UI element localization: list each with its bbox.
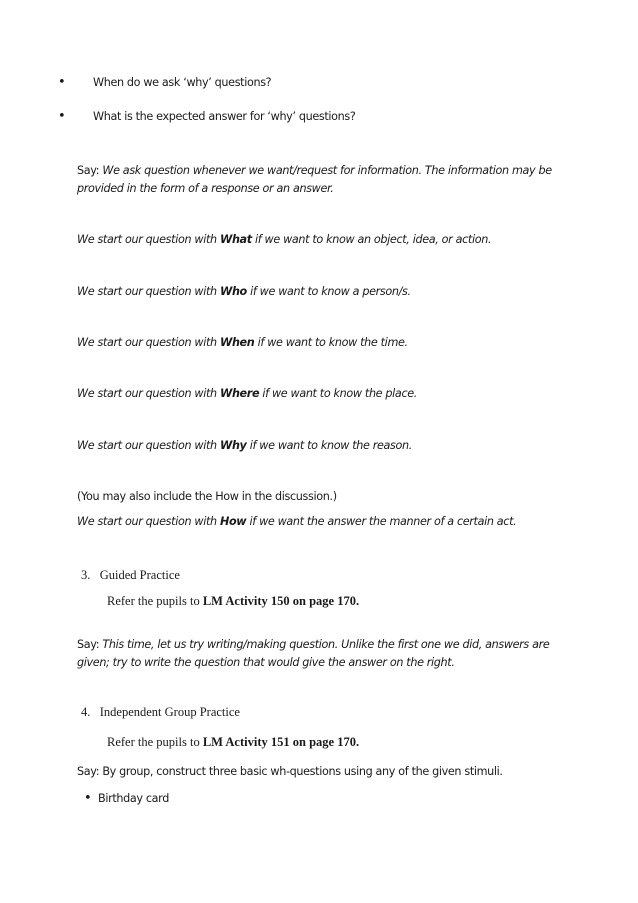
wh-line-where: [77, 385, 417, 403]
intro-bullet-1: When do we ask ‘why’ questions?: [93, 76, 272, 89]
wh-pre: We start our question with: [77, 285, 217, 298]
section3-heading: [81, 566, 180, 584]
say1-text1: We ask question whenever we want/request for information. The information may be: [102, 164, 552, 177]
wh-word: Where: [219, 387, 260, 400]
wh-line-who: [77, 283, 411, 301]
how-note: (You may also include the How in the discussion.): [77, 490, 337, 503]
stimulus-item: Birthday card: [98, 792, 169, 805]
section4-heading: [81, 703, 240, 721]
say-prefix: Say:: [77, 638, 100, 651]
say3-line: Say: By group, construct three basic wh-questions using any of the given stimuli.: [77, 765, 503, 778]
section-number: 3.: [81, 568, 91, 582]
section-number: 4.: [81, 705, 91, 719]
wh-post: if we want to know a person/s.: [250, 285, 411, 298]
wh-post: if we want to know the reason.: [249, 439, 412, 452]
say2-text1: This time, let us try writing/making question. Unlike the first one we did, answers are: [102, 638, 550, 651]
section4-refer: [107, 733, 359, 751]
say2-line2: given; try to write the question that would give the answer on the right.: [77, 656, 455, 669]
wh-word: When: [219, 336, 255, 349]
wh-word: What: [219, 233, 252, 246]
wh-post: if we want to know an object, idea, or action.: [254, 233, 492, 246]
wh-pre: We start our question with: [77, 387, 217, 400]
wh-line-what: [77, 231, 491, 249]
wh-pre: We start our question with: [77, 233, 217, 246]
section3-refer: [107, 592, 359, 610]
wh-word: How: [219, 515, 247, 528]
refer-text: Refer the pupils to: [107, 594, 200, 608]
wh-word: Why: [219, 439, 247, 452]
intro-bullet-2: What is the expected answer for ‘why’ questions?: [93, 110, 356, 123]
refer-activity: LM Activity 150 on page 170.: [202, 594, 360, 608]
wh-post: if we want to know the time.: [257, 336, 408, 349]
section-title: Independent Group Practice: [99, 705, 240, 719]
say1-line1: [77, 162, 552, 180]
refer-activity: LM Activity 151 on page 170.: [202, 735, 360, 749]
wh-pre: We start our question with: [77, 439, 217, 452]
bullet-icon: •: [58, 109, 66, 124]
wh-line-when: [77, 334, 408, 352]
section-title: Guided Practice: [99, 568, 180, 582]
refer-text: Refer the pupils to: [107, 735, 200, 749]
wh-line-how: [77, 513, 516, 531]
wh-post: if we want the answer the manner of a certain act.: [249, 515, 517, 528]
bullet-icon: •: [58, 75, 66, 90]
say1-line2: provided in the form of a response or an answer.: [77, 182, 334, 195]
wh-post: if we want to know the place.: [262, 387, 417, 400]
wh-pre: We start our question with: [77, 515, 217, 528]
say2-line1: [77, 636, 549, 654]
say-prefix: Say:: [77, 164, 100, 177]
wh-pre: We start our question with: [77, 336, 217, 349]
bullet-icon: •: [84, 791, 92, 806]
wh-word: Who: [219, 285, 247, 298]
wh-line-why: [77, 437, 412, 455]
